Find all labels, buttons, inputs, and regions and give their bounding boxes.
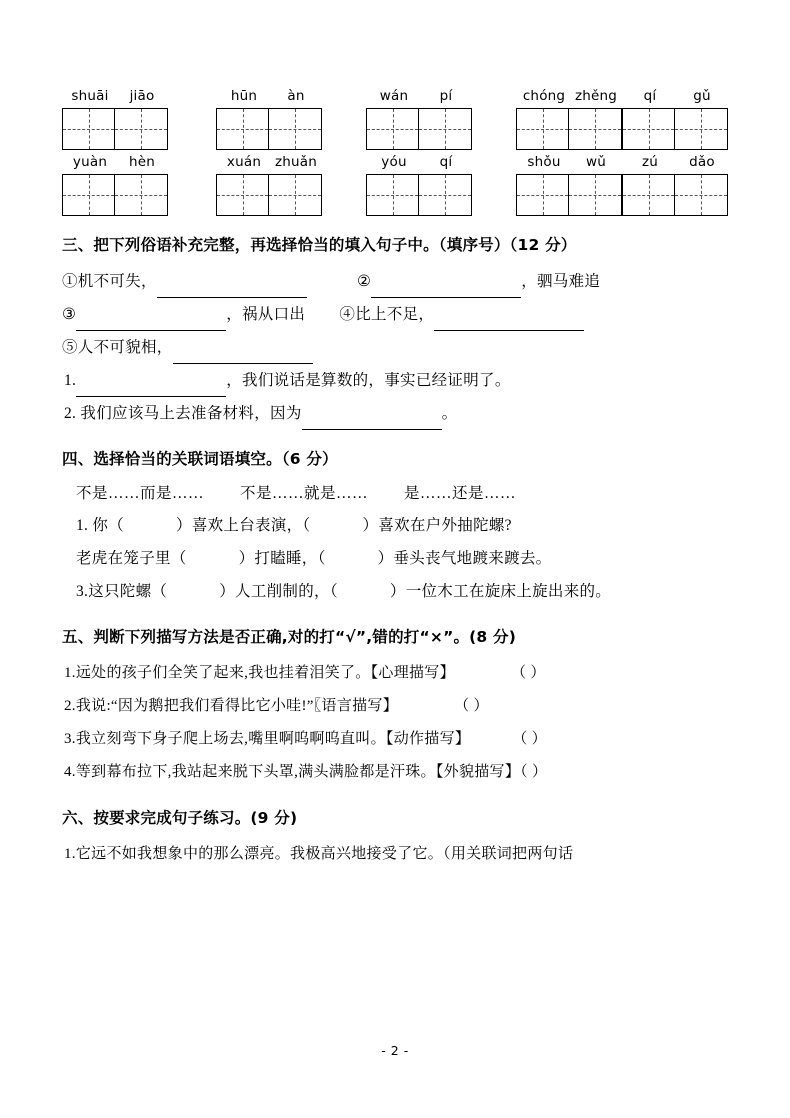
grid-cell[interactable] <box>623 109 675 149</box>
section-4-title: 四、选择恰当的关联词语填空。（6 分） <box>62 450 338 468</box>
judgement-answer[interactable]: （ ） <box>520 764 548 780</box>
pinyin-syllable: pí <box>439 88 453 104</box>
page-number: - 2 - <box>381 1043 409 1058</box>
pinyin-group <box>516 152 622 216</box>
proverb-tail-3: ，祸从口出 <box>226 306 306 323</box>
question-text: ）喜欢在户外抽陀螺? <box>362 517 512 534</box>
pinyin-syllable: dǎo <box>689 154 715 170</box>
pinyin-syllable: zú <box>641 154 659 170</box>
grid-cell[interactable] <box>569 109 621 149</box>
tianzige-grid[interactable] <box>62 108 168 150</box>
pinyin-row-2 <box>62 152 728 216</box>
question-text: ）喜欢上台表演，（ <box>176 517 311 534</box>
section-3-sentence-2 <box>62 397 728 430</box>
tianzige-grid[interactable] <box>216 108 322 150</box>
pinyin-group <box>366 86 472 150</box>
conjunction-options <box>62 479 728 509</box>
tianzige-grid[interactable] <box>366 174 472 216</box>
tianzige-grid[interactable] <box>516 174 622 216</box>
proverb-prefix-5: ⑤人不可貌相， <box>62 339 173 356</box>
pinyin-syllable: hèn <box>128 154 156 170</box>
pinyin-labels <box>216 86 322 106</box>
judgement-text: 3.我立刻弯下身子爬上场去,嘴里啊呜啊呜直叫。【动作描写】 <box>64 731 471 747</box>
pinyin-syllable: yuàn <box>72 154 108 170</box>
sentence-number: 2. <box>64 405 77 422</box>
pinyin-syllable: wǔ <box>586 154 606 170</box>
sentence-text: ，我们说话是算数的，事实已经证明了。 <box>226 372 511 389</box>
pinyin-labels <box>516 86 622 106</box>
section-3-item-row-1 <box>62 265 728 298</box>
pinyin-labels <box>62 152 168 172</box>
pinyin-syllable: jiāo <box>129 88 155 104</box>
grid-cell[interactable] <box>517 175 569 215</box>
judgement-answer[interactable]: （ ） <box>512 731 547 747</box>
section-4-question-1 <box>62 509 728 542</box>
conjunction-option: 是……还是…… <box>404 485 517 502</box>
grid-cell[interactable] <box>63 175 115 215</box>
pinyin-group <box>62 152 168 216</box>
question-text: 老虎在笼子里（ <box>76 550 187 567</box>
pinyin-writing-section <box>62 86 728 216</box>
pinyin-syllable: zhuǎn <box>274 154 318 170</box>
grid-cell[interactable] <box>367 175 419 215</box>
tianzige-grid[interactable] <box>516 108 622 150</box>
proverb-prefix-4: ④比上不足， <box>339 306 435 323</box>
section-4-question-2 <box>62 542 728 575</box>
grid-cell[interactable] <box>63 109 115 149</box>
grid-cell[interactable] <box>675 175 727 215</box>
conjunction-option: 不是……而是…… <box>76 485 205 502</box>
pinyin-group <box>216 152 322 216</box>
tianzige-grid[interactable] <box>622 174 728 216</box>
pinyin-labels <box>516 152 622 172</box>
pinyin-group <box>622 86 728 150</box>
proverb-prefix-1: ①机不可失， <box>62 273 157 290</box>
pinyin-group <box>216 86 322 150</box>
grid-cell[interactable] <box>569 175 621 215</box>
tianzige-grid[interactable] <box>216 174 322 216</box>
sentence-number: 1. <box>64 372 77 389</box>
question-text: ）垂头丧气地踱来踱去。 <box>377 550 552 567</box>
pinyin-syllable: shǒu <box>527 154 561 170</box>
pinyin-labels <box>366 86 472 106</box>
proverb-prefix-3: ③ <box>62 306 77 323</box>
section-3-sentence-1 <box>62 364 728 397</box>
pinyin-group <box>622 152 728 216</box>
section-6-title: 六、按要求完成句子练习。(9 分) <box>62 809 298 827</box>
pinyin-group <box>62 86 168 150</box>
grid-cell[interactable] <box>419 175 471 215</box>
pinyin-syllable: qí <box>643 88 657 104</box>
pinyin-syllable: chóng <box>522 88 566 104</box>
section-6-item: 1.它远不如我想象中的那么漂亮。我极高兴地接受了它。（用关联词把两句话 <box>64 846 574 862</box>
pinyin-syllable: wán <box>379 88 409 104</box>
proverb-tail-2: ，驷马难追 <box>521 273 601 290</box>
section-3-title: 三、把下列俗语补充完整，再选择恰当的填入句子中。（填序号）（12 分） <box>62 236 577 254</box>
pinyin-labels <box>216 152 322 172</box>
grid-cell[interactable] <box>115 109 167 149</box>
section-5-item <box>62 690 728 723</box>
judgement-text: 1.远处的孩子们全笑了起来,我也挂着泪笑了。【心理描写】 <box>64 665 455 681</box>
pinyin-group <box>366 152 472 216</box>
pinyin-labels <box>622 86 728 106</box>
section-4-question-3 <box>62 575 728 608</box>
grid-cell[interactable] <box>623 175 675 215</box>
tianzige-grid[interactable] <box>622 108 728 150</box>
section-5-item <box>62 756 728 789</box>
pinyin-syllable: qí <box>439 154 453 170</box>
judgement-text: 4.等到幕布拉下,我站起来脱下头罩,满头满脸都是汗珠。【外貌描写】 <box>64 764 521 780</box>
pinyin-syllable: shuāi <box>71 88 109 104</box>
judgement-text: 2.我说:“因为鹅把我们看得比它小哇!”〖语言描写】 <box>64 698 399 714</box>
pinyin-labels <box>366 152 472 172</box>
sentence-text-before: 我们应该马上去准备材料，因为 <box>80 405 302 422</box>
pinyin-row-1 <box>62 86 728 150</box>
answer-blank[interactable] <box>434 330 584 331</box>
pinyin-syllable: gǔ <box>693 88 711 104</box>
pinyin-syllable: hūn <box>230 88 258 104</box>
grid-cell[interactable] <box>217 109 269 149</box>
sentence-text-after: 。 <box>441 405 458 422</box>
proverb-prefix-2: ② <box>357 273 372 290</box>
pinyin-labels <box>622 152 728 172</box>
question-text: 1. 你（ <box>76 517 125 534</box>
grid-cell[interactable] <box>675 109 727 149</box>
section-5-title: 五、判断下列描写方法是否正确,对的打“√”,错的打“×”。(8 分) <box>62 628 517 646</box>
question-text: ）一位木工在旋床上旋出来的。 <box>389 583 612 600</box>
pinyin-syllable: zhěng <box>574 88 618 104</box>
answer-blank[interactable] <box>302 429 442 430</box>
section-5-item <box>62 723 728 756</box>
pinyin-group <box>516 86 622 150</box>
grid-cell[interactable] <box>269 175 321 215</box>
grid-cell[interactable] <box>419 109 471 149</box>
pinyin-labels <box>62 86 168 106</box>
grid-cell[interactable] <box>517 109 569 149</box>
pinyin-syllable: àn <box>287 88 305 104</box>
tianzige-grid[interactable] <box>62 174 168 216</box>
tianzige-grid[interactable] <box>366 108 472 150</box>
grid-cell[interactable] <box>217 175 269 215</box>
grid-cell[interactable] <box>269 109 321 149</box>
pinyin-syllable: yóu <box>381 154 407 170</box>
conjunction-option: 不是……就是…… <box>240 485 369 502</box>
question-text: ）打瞌睡，（ <box>238 550 326 567</box>
worksheet-content <box>62 86 728 871</box>
judgement-answer[interactable]: （ ） <box>510 665 546 681</box>
section-3-item-row-2 <box>62 298 728 331</box>
section-5-item <box>62 657 728 690</box>
grid-cell[interactable] <box>367 109 419 149</box>
judgement-answer[interactable]: （ ） <box>454 698 489 714</box>
grid-cell[interactable] <box>115 175 167 215</box>
question-text: ）人工削制的，（ <box>219 583 338 600</box>
section-3-item-row-3 <box>62 331 728 364</box>
pinyin-syllable: xuán <box>226 154 262 170</box>
question-text: 3.这只陀螺（ <box>76 583 168 600</box>
